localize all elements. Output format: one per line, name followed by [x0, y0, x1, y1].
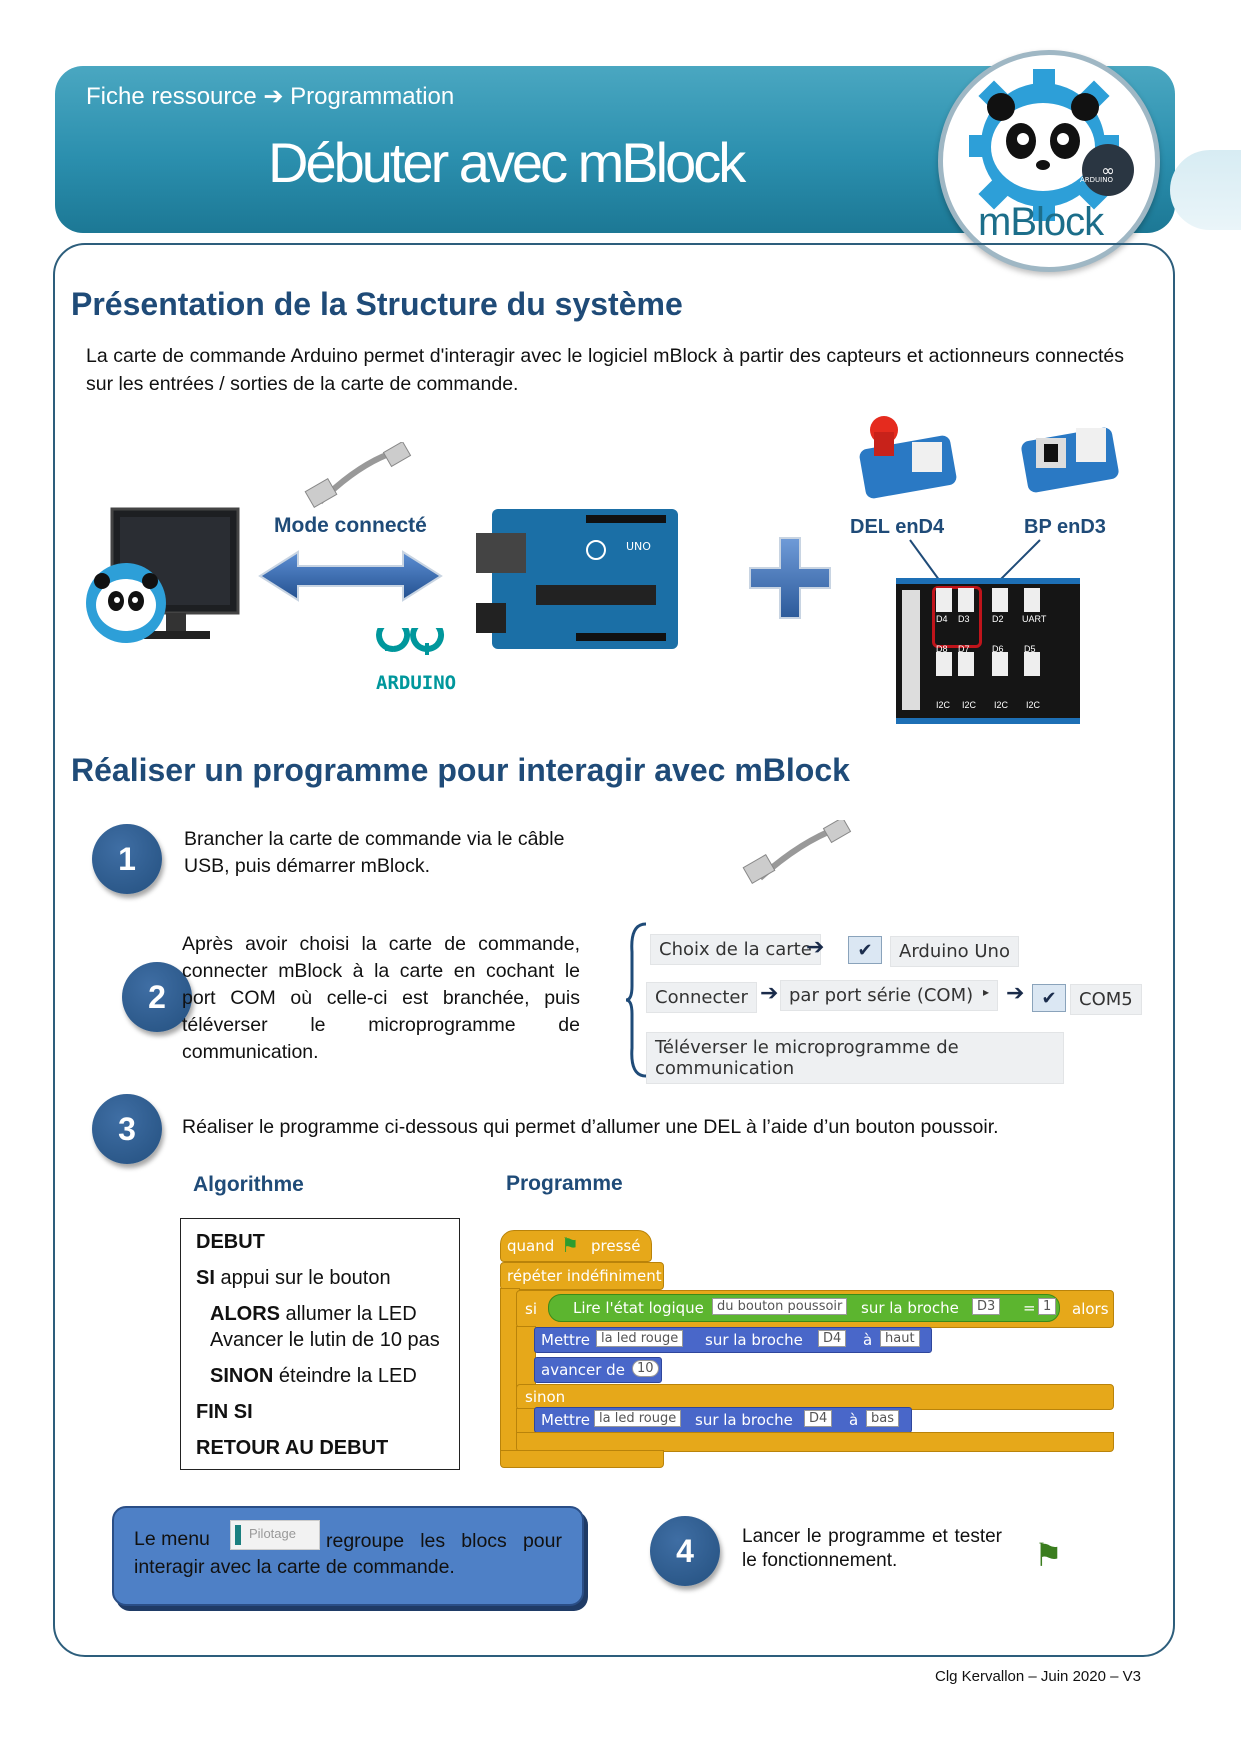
port-d6 [992, 652, 1008, 676]
block-presse-label: pressé [591, 1237, 641, 1255]
block-avancer-label: avancer de [541, 1361, 625, 1379]
dropdown-d4[interactable]: D4 [818, 1330, 846, 1347]
structure-paragraph: La carte de commande Arduino permet d'interagir avec le logiciel mBlock à partir des capteurs et actionneurs connectés sur les entrées / sorties de la carte de commande. [86, 345, 1124, 395]
step-badge-2: 2 [122, 962, 192, 1032]
shield-label-i2c-3: I2C [994, 700, 1009, 710]
algo-retour: RETOUR AU DEBUT [196, 1437, 389, 1459]
dropdown-d3[interactable]: D3 [972, 1298, 1000, 1315]
step-badge-4: 4 [650, 1516, 720, 1586]
bp-d3-label: BP enD3 [1024, 516, 1106, 538]
block-a-label: à [863, 1331, 873, 1349]
arrow-icon: ➔ [806, 934, 825, 959]
decorative-swoosh [1170, 150, 1241, 230]
shield-label-d3: D3 [958, 614, 970, 624]
shield-label-d8: D8 [936, 644, 948, 654]
block-repeter-label: répéter indéfiniment [507, 1267, 662, 1285]
shield-label-i2c-4: I2C [1026, 700, 1041, 710]
algo-alors-keyword: ALORS [210, 1303, 280, 1325]
block-forever[interactable] [500, 1262, 664, 1290]
dropdown-d4-2[interactable]: D4 [804, 1410, 832, 1427]
shield-label-d4: D4 [936, 614, 948, 624]
arduino-board-image [476, 505, 681, 655]
computer-monitor-icon [74, 505, 244, 655]
port-d2 [992, 588, 1008, 612]
grove-shield-image [896, 578, 1080, 724]
step4-text: Lancer le programme et tester le fonctionnement. [742, 1526, 1002, 1571]
section-heading-programme: Réaliser un programme pour interagir avec mBlock [71, 752, 850, 788]
gui-arduino-uno[interactable]: Arduino Uno [890, 936, 1019, 967]
port-d7 [958, 652, 974, 676]
footer: Clg Kervallon – Juin 2020 – V3 [935, 1668, 1141, 1685]
block-mettre-bas[interactable] [534, 1407, 912, 1433]
block-broche-label-2: sur la broche [705, 1331, 803, 1349]
algo-si [196, 1267, 391, 1290]
breadcrumb: Fiche ressource ➔ Programmation [86, 83, 455, 110]
usb-cable-icon [300, 442, 420, 512]
section-heading-structure: Présentation de la Structure du système [71, 286, 683, 322]
algo-avancer: Avancer le lutin de 10 pas [210, 1329, 440, 1351]
analog-ports [902, 590, 920, 710]
input-ten[interactable]: 10 [632, 1360, 659, 1377]
block-broche-label-3: sur la broche [695, 1411, 793, 1429]
algo-sinon [210, 1365, 417, 1388]
algo-sinon-rest: éteindre la LED [273, 1365, 417, 1387]
algo-finsi: FIN SI [196, 1401, 253, 1423]
block-a-label-2: à [849, 1411, 859, 1429]
block-sinon-label: sinon [525, 1388, 566, 1406]
step3-text: Réaliser le programme ci-dessous qui permet d’allumer une DEL à l’aide d’un bouton poussoir. [182, 1116, 999, 1138]
green-flag-icon: ⚑ [561, 1233, 579, 1257]
step-badge-3: 3 [92, 1094, 162, 1164]
port-d8 [936, 652, 952, 676]
gui-televerser[interactable]: Téléverser le microprogramme de communication [646, 1032, 1064, 1084]
gui-choix-carte[interactable]: Choix de la carte [650, 934, 821, 965]
shield-label-d5: D5 [1024, 644, 1036, 654]
dropdown-led-rouge-2[interactable]: la led rouge [594, 1410, 681, 1427]
logo-badge: ARDUINO [1080, 176, 1113, 184]
gui-connecter[interactable]: Connecter [646, 982, 757, 1013]
port-d4 [936, 588, 952, 612]
arrow-icon: ➔ [760, 980, 779, 1005]
shield-label-d7: D7 [958, 644, 970, 654]
input-one[interactable]: 1 [1038, 1298, 1056, 1315]
dropdown-led-rouge[interactable]: la led rouge [596, 1330, 683, 1347]
port-d3 [958, 588, 974, 612]
algo-si-keyword: SI [196, 1267, 215, 1289]
port-uart [1024, 588, 1040, 612]
block-alors-label: alors [1072, 1300, 1109, 1318]
block-eq-label: = [1023, 1299, 1036, 1317]
algorithme-title: Algorithme [193, 1173, 304, 1196]
svg-text:UNO: UNO [626, 540, 651, 553]
block-lire-label: Lire l'état logique [573, 1299, 704, 1317]
shield-label-i2c-2: I2C [962, 700, 977, 710]
svg-text:∞: ∞ [1101, 161, 1115, 180]
mode-connecte-label: Mode connecté [274, 514, 427, 537]
dropdown-haut[interactable]: haut [880, 1330, 920, 1347]
block-when-flag[interactable] [500, 1230, 652, 1262]
block-if-end [516, 1432, 1114, 1452]
block-mettre-label-2: Mettre [541, 1411, 590, 1429]
block-compare[interactable] [548, 1294, 1060, 1322]
algo-si-rest: appui sur le bouton [214, 1267, 391, 1289]
step-badge-1: 1 [92, 824, 162, 894]
double-arrow-icon [258, 548, 443, 604]
shield-label-uart: UART [1022, 614, 1047, 624]
block-forever-end [500, 1450, 664, 1468]
gui-port-serie-label: par port série (COM) [789, 985, 974, 1006]
chevron-right-icon: ▸ [982, 985, 989, 999]
green-flag-icon[interactable]: ⚑ [1034, 1537, 1063, 1573]
page-title: Débuter avec mBlock [268, 131, 744, 194]
block-broche-label: sur la broche [861, 1299, 959, 1317]
pilotage-button-label: Pilotage [249, 1526, 296, 1541]
block-mettre-label: Mettre [541, 1331, 590, 1349]
port-d5 [1024, 652, 1040, 676]
plus-icon [746, 534, 834, 622]
algo-sinon-keyword: SINON [210, 1365, 274, 1387]
pilotage-text: regroupe les blocs pour interagir avec la carte de commande. [134, 1530, 562, 1578]
dropdown-bouton[interactable]: du bouton poussoir [712, 1298, 847, 1315]
programme-title: Programme [506, 1172, 623, 1195]
curly-brace-icon [624, 922, 648, 1078]
step2-text: Après avoir choisi la carte de commande, connecter mBlock à la carte en cochant le port COM où celle-ci est branchée, puis téléverser le microprogramme de communication. [182, 933, 580, 1063]
block-if-arm [516, 1326, 536, 1388]
usb-cable-icon-2 [740, 820, 855, 890]
block-avancer[interactable] [534, 1357, 662, 1383]
checkbox-icon[interactable]: ✔ [1032, 984, 1066, 1012]
step1-text: Brancher la carte de commande via le câble USB, puis démarrer mBlock. [184, 828, 565, 877]
block-mettre-haut[interactable] [534, 1327, 932, 1353]
pilotage-text-pre: Le menu [134, 1528, 210, 1550]
algorithm-box [180, 1218, 460, 1470]
gui-com5[interactable]: COM5 [1070, 984, 1142, 1015]
shield-label-d2: D2 [992, 614, 1004, 624]
arrow-icon: ➔ [1006, 980, 1025, 1005]
algo-alors-rest: allumer la LED [280, 1303, 417, 1325]
checkbox-icon[interactable]: ✔ [848, 936, 882, 964]
algo-debut: DEBUT [196, 1231, 265, 1253]
dropdown-bas[interactable]: bas [866, 1410, 899, 1427]
block-si-label: si [525, 1300, 537, 1318]
shield-label-i2c-1: I2C [936, 700, 951, 710]
push-button-module-image [1018, 414, 1122, 494]
algo-alors [210, 1303, 417, 1326]
arduino-label: ARDUINO [376, 672, 457, 694]
arduino-logo-icon [375, 628, 445, 670]
shield-label-d6: D6 [992, 644, 1004, 654]
led-module-image [854, 412, 958, 500]
gui-port-serie[interactable] [780, 980, 998, 1011]
del-d4-label: DEL enD4 [850, 516, 945, 538]
block-quand-label: quand [507, 1237, 555, 1255]
logo-text: mBlock [978, 200, 1104, 244]
